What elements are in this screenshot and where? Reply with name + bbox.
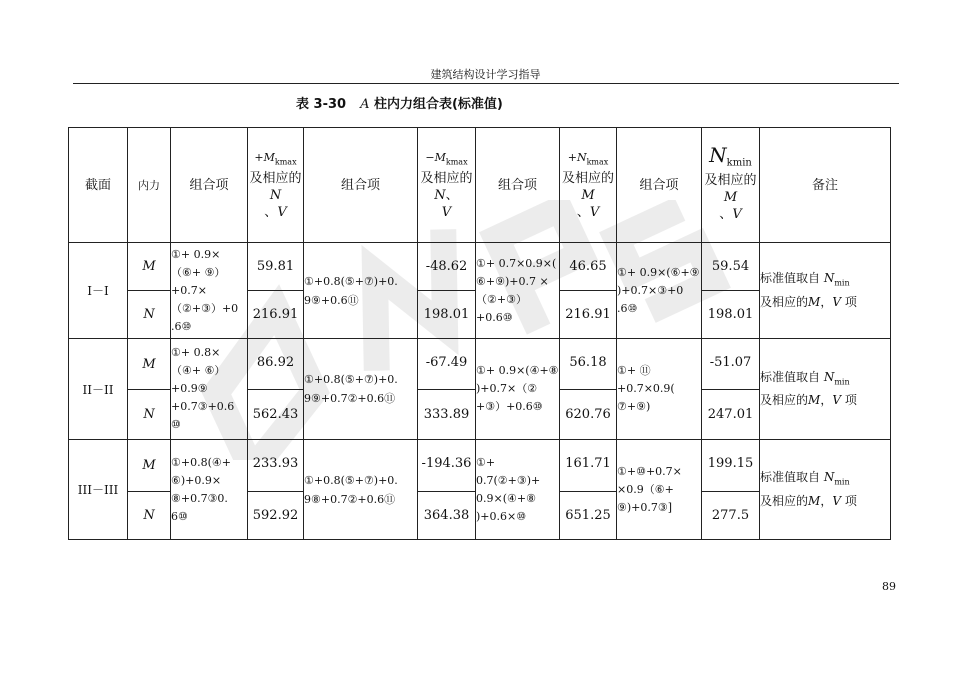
value-cell: -48.62 (418, 243, 476, 291)
remark-text: 标准值取自 (760, 470, 821, 485)
col-header-combo-1: 组合项 (171, 128, 248, 243)
table-title: 柱内力组合表(标准值) (373, 97, 503, 112)
remark-m: M (808, 493, 821, 508)
remark-text: 及相应的 (760, 393, 809, 408)
mmin-tail: 及相应的 (420, 171, 473, 187)
mmax-n: N (269, 188, 282, 204)
table-row (69, 440, 891, 492)
nmin-tail: 及相应的 (704, 172, 757, 188)
col-header-nmax (560, 128, 617, 243)
value-cell: 161.71 (560, 440, 617, 492)
mmin-n: N (434, 188, 446, 204)
remark-cell (760, 440, 891, 540)
value-cell: 198.01 (702, 291, 760, 339)
mmax-tail2: 、 (264, 205, 278, 221)
mmin-sub: kmax (445, 157, 468, 167)
mmin-symbol: M (434, 150, 446, 164)
nmin-sub: kmin (726, 157, 752, 169)
mmax-prefix: + (254, 150, 264, 164)
nmax-v: V (589, 205, 600, 221)
combo-cell: ①+ 0.7×0.9×( ⑥+⑨)+0.7 ×（②+③） +0.6⑩ (476, 243, 560, 339)
remark-text: 标准值取自 (760, 271, 821, 286)
col-header-combo-4: 组合项 (617, 128, 702, 243)
table-symbol: A (360, 97, 370, 112)
nmax-tail: 及相应的 (561, 171, 614, 187)
nmax-tail2: 、 (576, 205, 590, 221)
combo-cell: ①+ 0.8×（④+ ⑥）+0.9⑨ +0.7③+0.6 ⑩ (171, 339, 248, 440)
mmin-prefix: − (425, 150, 435, 164)
remark-text: 及相应的 (760, 493, 809, 508)
value-cell: 56.18 (560, 339, 617, 390)
table-number: 表 3-30 (296, 97, 347, 112)
mmax-sub: kmax (274, 157, 297, 167)
mmax-v: V (277, 205, 287, 221)
combo-cell: ①+⑩+0.7× ×0.9（⑥+ ⑨)+0.7③] (617, 440, 702, 540)
col-header-mmax (248, 128, 304, 243)
combo-cell: ①+ ⑪ +0.7×0.9( ⑦+⑨) (617, 339, 702, 440)
nmin-tail2: 、 (719, 206, 733, 222)
section-label: II－II (69, 339, 128, 440)
value-cell: 86.92 (248, 339, 304, 390)
force-m: M (128, 339, 171, 390)
col-header-force: 内力 (128, 128, 171, 243)
running-header: 建筑结构设计学习指导 (430, 68, 541, 81)
remark-sub: min (834, 377, 850, 387)
force-n: N (128, 291, 171, 339)
value-cell: -51.07 (702, 339, 760, 390)
remark-symbol: N (823, 369, 835, 384)
force-combination-table (68, 127, 891, 540)
section-label: I－I (69, 243, 128, 339)
col-header-combo-3: 组合项 (476, 128, 560, 243)
value-cell: 592.92 (248, 492, 304, 540)
table-row (69, 243, 891, 291)
mmin-v: V (441, 205, 452, 221)
value-cell: 46.65 (560, 243, 617, 291)
mmax-symbol: M (263, 150, 275, 164)
force-m: M (128, 440, 171, 492)
remark-sub: min (834, 477, 850, 487)
force-m: M (128, 243, 171, 291)
remark-end: 项 (844, 294, 857, 309)
value-cell: 216.91 (248, 291, 304, 339)
nmax-prefix: + (567, 150, 577, 164)
table-caption (296, 93, 503, 112)
value-cell: 59.54 (702, 243, 760, 291)
nmax-symbol: N (576, 150, 587, 164)
remark-sep: ， (820, 294, 833, 309)
remark-sep: ， (820, 493, 833, 508)
value-cell: -67.49 (418, 339, 476, 390)
combo-cell: ①+ 0.9×(⑥+⑨ )+0.7×③+0 .6⑩ (617, 243, 702, 339)
section-label: III－III (69, 440, 128, 540)
remark-symbol: N (823, 470, 835, 485)
value-cell: 333.89 (418, 390, 476, 440)
page-number: 89 (882, 580, 896, 593)
value-cell: 562.43 (248, 390, 304, 440)
value-cell: 364.38 (418, 492, 476, 540)
mmin-tail2: 、 (445, 188, 459, 204)
value-cell: 277.5 (702, 492, 760, 540)
remark-sub: min (834, 278, 850, 288)
value-cell: -194.36 (418, 440, 476, 492)
remark-v: V (832, 294, 841, 309)
mmax-tail: 及相应的 (249, 171, 302, 187)
remark-text: 标准值取自 (760, 369, 821, 384)
combo-cell: ①+0.8(⑤+⑦)+0. 9⑨+0.7②+0.6⑪ (304, 339, 418, 440)
value-cell: 651.25 (560, 492, 617, 540)
remark-v: V (832, 493, 841, 508)
remark-symbol: N (823, 271, 835, 286)
nmin-symbol: N (709, 143, 727, 168)
table-row (69, 339, 891, 390)
combo-cell: ①+0.8(⑤+⑦)+0. 9⑨+0.6⑪ (304, 243, 418, 339)
remark-cell (760, 243, 891, 339)
combo-cell: ①+0.8(④+ ⑥)+0.9× ⑧+0.7③0. 6⑩ (171, 440, 248, 540)
remark-m: M (808, 393, 821, 408)
col-header-nmin (702, 128, 760, 243)
force-n: N (128, 390, 171, 440)
nmax-sub: kmax (586, 157, 609, 167)
header-rule (73, 83, 899, 84)
remark-end: 项 (844, 493, 857, 508)
remark-m: M (808, 294, 821, 309)
remark-cell (760, 339, 891, 440)
col-header-combo-2: 组合项 (304, 128, 418, 243)
combo-cell: ①+ 0.7(②+③)+ 0.9×(④+⑧ )+0.6×⑩ (476, 440, 560, 540)
col-header-section: 截面 (69, 128, 128, 243)
col-header-remark: 备注 (760, 128, 891, 243)
nmax-m: M (581, 188, 595, 204)
remark-text: 及相应的 (760, 294, 809, 309)
value-cell: 247.01 (702, 390, 760, 440)
col-header-mmin (418, 128, 476, 243)
combo-cell: ①+ 0.9×（⑥+ ⑨）+0.7× （②+③）+0 .6⑩ (171, 243, 248, 339)
value-cell: 233.93 (248, 440, 304, 492)
remark-v: V (832, 393, 841, 408)
combo-cell: ①+0.8(⑤+⑦)+0. 9⑧+0.7②+0.6⑪ (304, 440, 418, 540)
value-cell: 198.01 (418, 291, 476, 339)
remark-sep: ， (820, 393, 833, 408)
nmin-v: V (732, 206, 742, 222)
value-cell: 620.76 (560, 390, 617, 440)
nmin-m: M (723, 189, 738, 205)
header-row (69, 128, 891, 243)
value-cell: 199.15 (702, 440, 760, 492)
value-cell: 216.91 (560, 291, 617, 339)
remark-end: 项 (844, 393, 857, 408)
value-cell: 59.81 (248, 243, 304, 291)
combo-cell: ①+ 0.9×(④+⑧ )+0.7×（② +③）+0.6⑩ (476, 339, 560, 440)
force-n: N (128, 492, 171, 540)
